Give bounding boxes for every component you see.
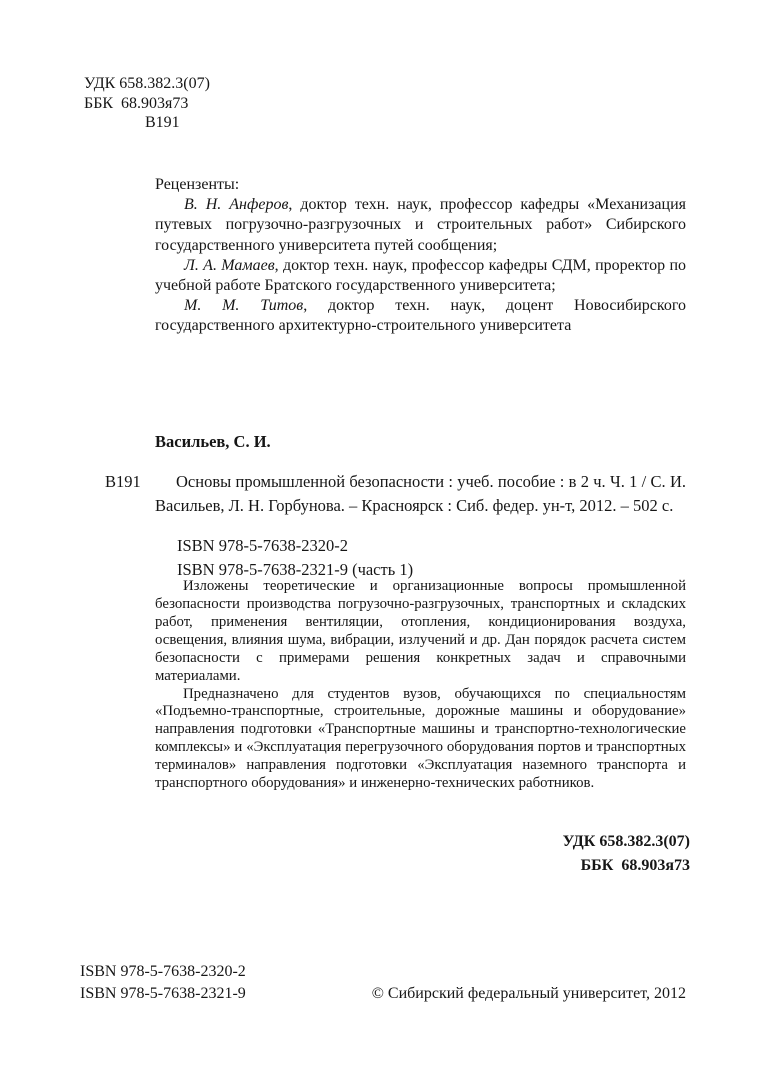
udk-code: УДК 658.382.3(07): [84, 75, 210, 92]
udk-code-bottom: УДК 658.382.3(07): [562, 833, 690, 850]
annotation-paragraph-2: Предназначено для студентов вузов, обучающихся по специальностям «Подъемно-транспортные, строительные, дорожные машины и оборудование» направления подготовки «Транспортные машины и транспортно-технологические комплексы» и «Эксплуатация перегрузочного оборудования портов и транспортных терминалов» направления подготовки «Эксплуатация наземного транспорта и транспортного оборудования» и инженерно-технических работников.: [155, 685, 686, 792]
author-sign-code: В191: [145, 114, 180, 132]
bottom-classification-codes: [563, 830, 690, 878]
top-classification-codes: [84, 74, 210, 133]
catalog-description: Основы промышленной безопасности : учеб. пособие : в 2 ч. Ч. 1 / С. И. Васильев, Л. Н. Горбунова. – Красноярск : Сиб. федер. ун-т, 2012. – 502 с.: [155, 472, 686, 516]
catalog-card: [84, 430, 686, 582]
reviewers-block: [155, 175, 686, 337]
annotation-paragraph-1: Изложены теоретические и организационные вопросы промышленной безопасности производства погрузочно-разгрузочных, транспортных и складских работ, применения вентиляции, отопления, кондиционирования воздуха, освещения, влияния шума, вибрации, излучений и др. Дан порядок расчета систем безопасности с примерами решения конкретных задач и справочными материалами.: [155, 578, 686, 684]
reviewer-item: [155, 256, 686, 296]
catalog-code: В191: [105, 472, 141, 492]
catalog-entry: [105, 470, 686, 518]
reviewer-name: Л. А. Мамаев: [184, 256, 275, 274]
reviewer-description: , доктор техн. наук, профессор кафедры «Механизация путевых погрузочно-разгрузочных и строительных работ» Сибирского государственного университета путей сообщения;: [155, 196, 686, 254]
annotation-block: [155, 578, 686, 793]
catalog-author: Васильев, С. И.: [155, 432, 271, 451]
catalog-isbn-1: ISBN 978-5-7638-2320-2: [177, 536, 348, 556]
reviewer-name: М. М. Титов: [184, 297, 304, 315]
reviewers-heading: Рецензенты:: [155, 176, 240, 193]
reviewer-description: , доктор техн. наук, доцент Новосибирского государственного архитектурно-строительного университета: [155, 297, 687, 335]
reviewer-item: [155, 296, 686, 336]
bbk-code-bottom: ББК 68.903я73: [580, 857, 690, 874]
footer-isbn-block: [80, 961, 246, 1005]
footer-isbn-2: ISBN 978-5-7638-2321-9: [80, 985, 246, 1002]
bbk-code: ББК 68.903я73: [84, 94, 189, 112]
catalog-isbn-2: ISBN 978-5-7638-2321-9 (часть 1): [177, 560, 414, 580]
reviewer-name: В. Н. Анферов: [184, 196, 289, 214]
footer-isbn-1: ISBN 978-5-7638-2320-2: [80, 963, 246, 980]
reviewer-item: [155, 195, 686, 256]
copyright-notice: © Сибирский федеральный университет, 2012: [371, 985, 686, 1002]
reviewer-description: , доктор техн. наук, профессор кафедры СДМ, проректор по учебной работе Братского государственного университета;: [155, 256, 687, 295]
